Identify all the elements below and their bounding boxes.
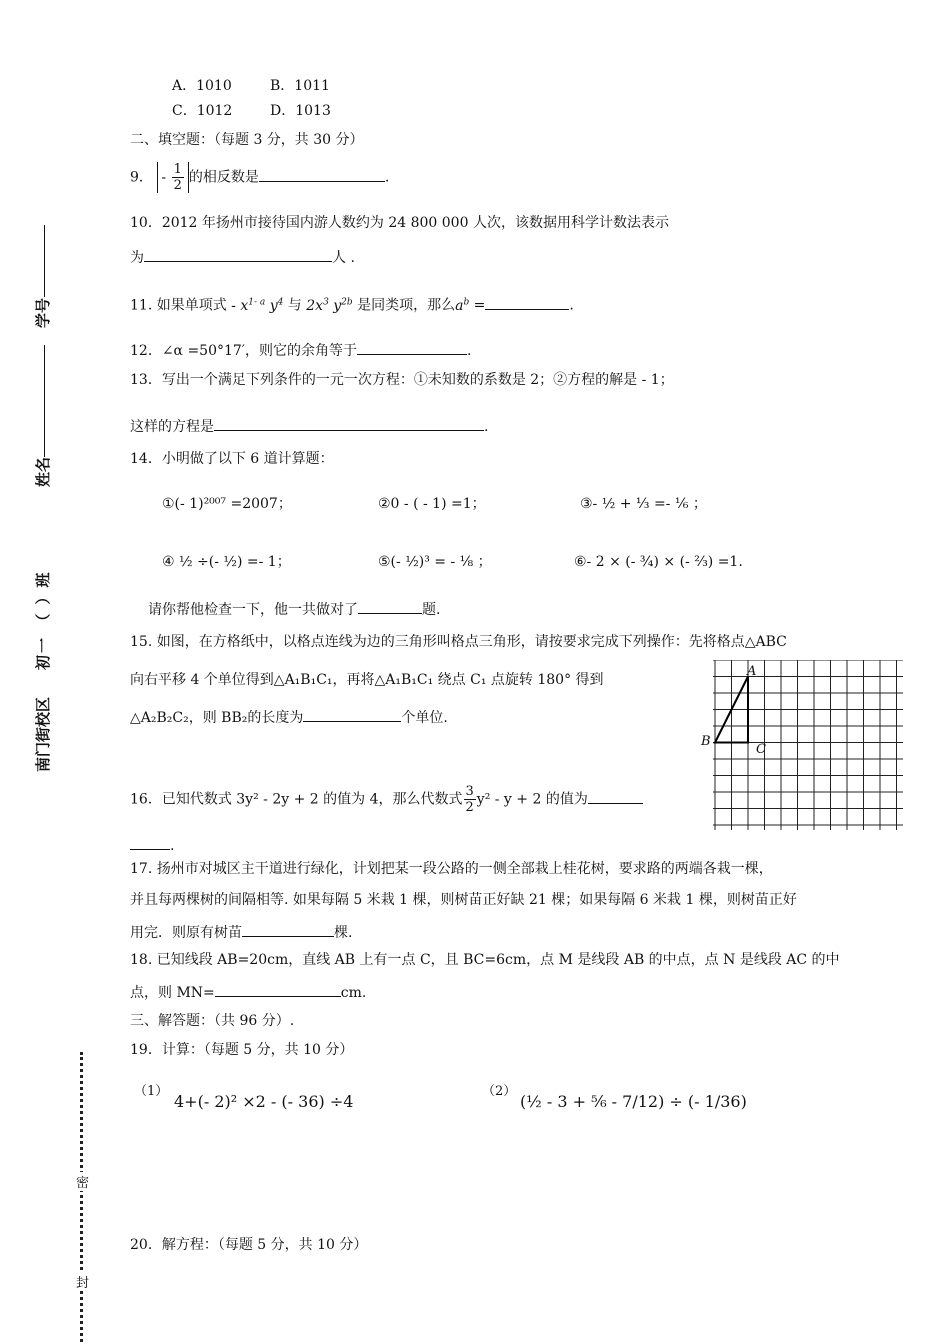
q19-part2-expr: (½ - 3 + ⅚ - 7/12) ÷ (- 1/36) [520,1092,747,1111]
calc-2: ②0 - ( - 1) =1； [378,496,486,512]
question-18-line1: 18. 已知线段 AB=20cm，直线 AB 上有一点 C，且 BC=6cm，点 M 是线段 AB 的中点，点 N 是线段 AC 的中 [130,952,840,968]
question-14-title: 14．小明做了以下 6 道计算题： [130,451,334,467]
sidebar-name-line [44,345,45,457]
question-19-title: 19．计算：（每题 5 分，共 10 分） [130,1042,354,1058]
q19-part2-label: （2） [482,1084,517,1099]
seal-line [80,1052,83,1342]
grid-figure [701,660,903,830]
calc-4: ④ ½ ÷(- ½) =- 1； [162,554,291,570]
question-17-line2: 并且每两棵树的间隔相等. 如果每隔 5 米栽 1 棵，则树苗正好缺 21 棵；如果每隔 6 米栽 1 棵，则树苗正好 [130,892,797,908]
label-b: B [701,734,711,749]
question-16-cont: . [130,834,174,856]
sidebar-id-line [44,225,45,297]
question-17-line3: 用完．则原有树苗 棵. [130,921,352,943]
question-13-line2: 这样的方程是 . [130,415,488,437]
section-2-title: 二、填空题：（每题 3 分，共 30 分） [130,132,364,148]
question-15-line1: 15. 如图，在方格纸中，以格点连线为边的三角形叫格点三角形，请按要求完成下列操作：先将格点△ABC [130,634,787,650]
seal-mi: 密 [76,1172,89,1191]
calc-1: ①(- 1)²⁰⁰⁷ =2007； [162,496,292,512]
label-a: A [747,664,757,679]
question-16: 16．已知代数式 3y² - 2y + 2 的值为 4，那么代数式 $\frac{3}{2}$ y² - y + 2 的值为 [130,784,643,815]
question-20-title: 20．解方程：（每题 5 分，共 10 分） [130,1237,368,1253]
abs-value: - $\frac{1}{2}$ [157,162,188,193]
choice-b: B．1011 [270,78,330,94]
seal-feng: 封 [76,1272,89,1291]
q19-part1-expr: 4+(- 2)² ×2 - (- 36) ÷4 [174,1092,354,1111]
question-14-ask: 请你帮他检查一下，他一共做对了 题. [148,598,440,620]
question-15-line3: △A₂B₂C₂，则 BB₂的长度为 个单位. [130,706,448,728]
question-18-line2: 点，则 MN= cm. [130,981,366,1003]
q19-part1-label: （1） [134,1084,169,1099]
question-15-line2: 向右平移 4 个单位得到△A₁B₁C₁，再将△A₁B₁C₁ 绕点 C₁ 点旋转 180° 得到 [130,672,604,688]
grid-svg [713,660,903,830]
choice-d: D．1013 [270,103,331,119]
question-9: 9． - $\frac{1}{2}$ 的相反数是 . [130,162,390,193]
choice-c: C．1012 [172,103,233,119]
section-3-title: 三、解答题：（共 96 分）. [130,1013,295,1029]
calc-6: ⑥- 2 × (- ¾) × (- ⅔) =1. [574,554,743,570]
calc-5: ⑤(- ½)³ = - ⅛ ； [378,554,492,570]
question-10-line2: 为 人 . [130,246,355,268]
sidebar-id-label: 学号 [34,297,52,328]
question-13-line1: 13．写出一个满足下列条件的一元一次方程：①未知数的系数是 2；②方程的解是 - 1； [130,372,674,388]
question-12: 12．∠α =50°17′，则它的余角等于 . [130,339,471,361]
question-11: 11. 如果单项式 - $x^{1- a}$ $y^4$ 与 $2x^3$ $y^{2b}$ 是同类项，那么$a^b$ = . [130,292,574,316]
sidebar-class: 初一 （ ）班 [34,570,52,670]
choice-a: A．1010 [172,78,232,94]
sidebar-name-label: 姓名 [34,456,52,487]
sidebar-school: 南门街校区 [34,696,52,772]
question-10-line1: 10．2012 年扬州市接待国内游人数约为 24 800 000 人次，该数据用科学计数法表示 [130,215,669,231]
calc-3: ③- ½ + ⅓ =- ⅙ ； [580,496,707,512]
label-c: C [756,742,766,757]
question-17-line1: 17. 扬州市对城区主干道进行绿化，计划把某一段公路的一侧全部栽上桂花树，要求路的两端各栽一棵， [130,861,773,877]
